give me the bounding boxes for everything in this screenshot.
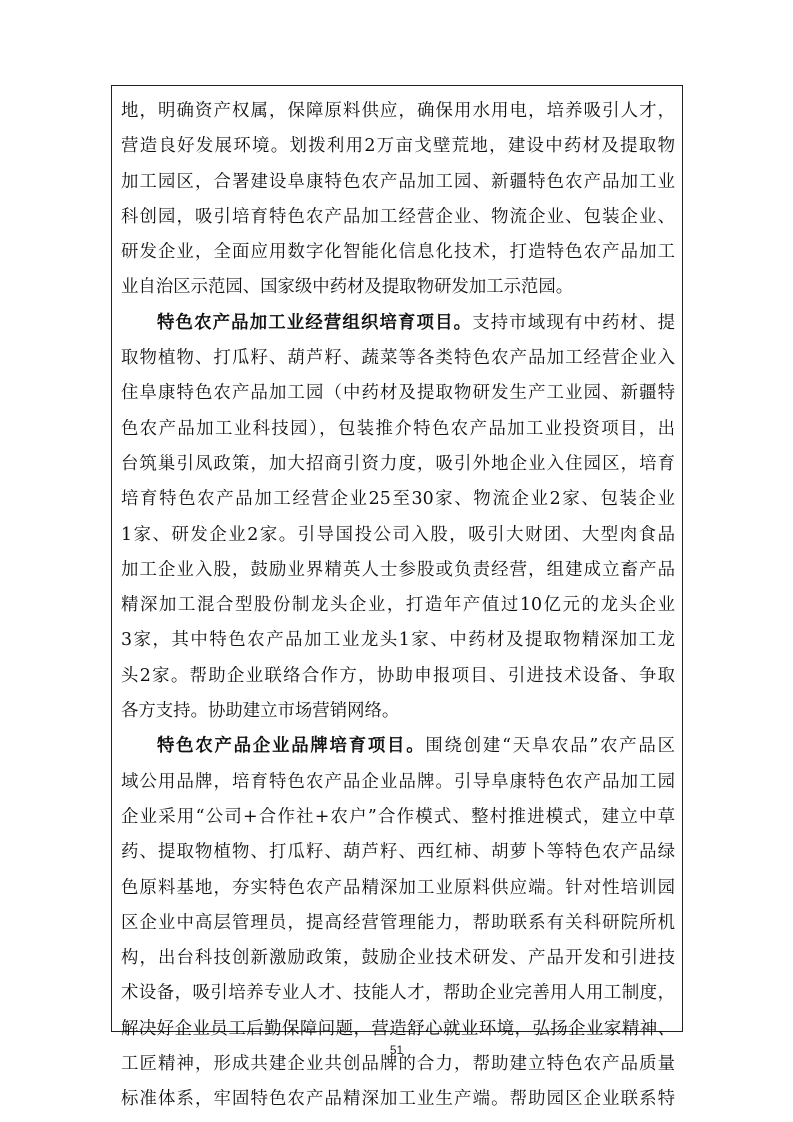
paragraph-2 — [121, 306, 675, 730]
text-line: 标准体系，牢固特色农产品精深加工业生产端。帮助园区企业联系特 — [121, 1089, 675, 1110]
text-line: 取物植物、打瓜籽、葫芦籽、蔬菜等各类特色农产品加工经营企业入 — [121, 348, 675, 369]
text-line — [121, 729, 675, 764]
text-line: 术设备，吸引培养专业人才、技能人才，帮助企业完善用人用工制度， — [121, 983, 675, 1004]
text-line: 工匠精神，形成共建企业共创品牌的合力，帮助建立特色农产品质量 — [121, 1054, 675, 1075]
text-line: 培育特色农产品加工经营企业25至30家、物流企业2家、包装企业 — [121, 489, 675, 510]
text-line: 区企业中高层管理员，提高经营管理能力，帮助联系有关科研院所机 — [121, 912, 675, 933]
text-run: 支持市域现有中药材、提 — [472, 312, 675, 333]
text-line: 精深加工混合型股份制龙头企业，打造年产值过10亿元的龙头企业 — [121, 595, 675, 616]
text-line: 地，明确资产权属，保障原料供应，确保用水用电，培养吸引人才， — [121, 101, 675, 121]
text-line: 3家，其中特色农产品加工业龙头1家、中药材及提取物精深加工龙 — [121, 630, 675, 651]
text-line: 研发企业，全面应用数字化智能化信息化技术，打造特色农产品加工 — [121, 242, 675, 263]
text-line: 科创园，吸引培育特色农产品加工经营企业、物流企业、包装企业、 — [121, 206, 675, 227]
text-line: 住阜康特色农产品加工园（中药材及提取物研发生产工业园、新疆特 — [121, 383, 675, 404]
text-line: 各方支持。协助建立市场营销网络。 — [121, 701, 400, 722]
text-line: 头2家。帮助企业联络合作方，协助申报项目、引进技术设备、争取 — [121, 665, 675, 686]
text-line: 加工园区，合署建设阜康特色农产品加工园、新疆特色农产品加工业 — [121, 171, 675, 192]
text-run: 围绕创建“天阜农品”农产品区 — [425, 736, 675, 757]
text-line: 色农产品加工业科技园），包装推介特色农产品加工业投资项目，出 — [121, 418, 675, 439]
text-line: 域公用品牌，培育特色农产品企业品牌。引导阜康特色农产品加工园 — [121, 771, 675, 792]
text-line: 营造良好发展环境。划拨利用2万亩戈壁荒地，建设中药材及提取物 — [121, 136, 675, 157]
text-line: 构，出台科技创新激励政策，鼓励企业技术研发、产品开发和引进技 — [121, 948, 675, 969]
paragraph-heading: 特色农产品加工业经营组织培育项目。 — [157, 312, 473, 333]
page-number: 51 — [389, 1043, 404, 1057]
text-line: 加工企业入股，鼓励业界精英人士参股或负责经营，组建成立畜产品 — [121, 559, 675, 580]
text-line: 1家、研发企业2家。引导国投公司入股，吸引大财团、大型肉食品 — [121, 524, 675, 545]
text-line: 解决好企业员工后勤保障问题，营造舒心就业环境，弘扬企业家精神、 — [121, 1018, 675, 1039]
paragraph-3 — [121, 729, 675, 1117]
text-line: 药、提取物植物、打瓜籽、葫芦籽、西红柿、胡萝卜等特色农产品绿 — [121, 842, 675, 863]
text-line: 企业采用“公司+合作社+农户”合作模式、整村推进模式，建立中草 — [121, 806, 675, 827]
text-line — [121, 306, 675, 341]
paragraph-heading: 特色农产品企业品牌培育项目。 — [157, 736, 426, 757]
text-line: 台筑巢引凤政策，加大招商引资力度，吸引外地企业入住园区，培育 — [121, 453, 675, 474]
paragraph-1 — [121, 94, 675, 306]
text-line: 色原料基地，夯实特色农产品精深加工业原料供应端。针对性培训园 — [121, 877, 675, 898]
document-body — [121, 94, 675, 1118]
text-line: 业自治区示范园、国家级中药材及提取物研发加工示范园。 — [121, 277, 574, 298]
